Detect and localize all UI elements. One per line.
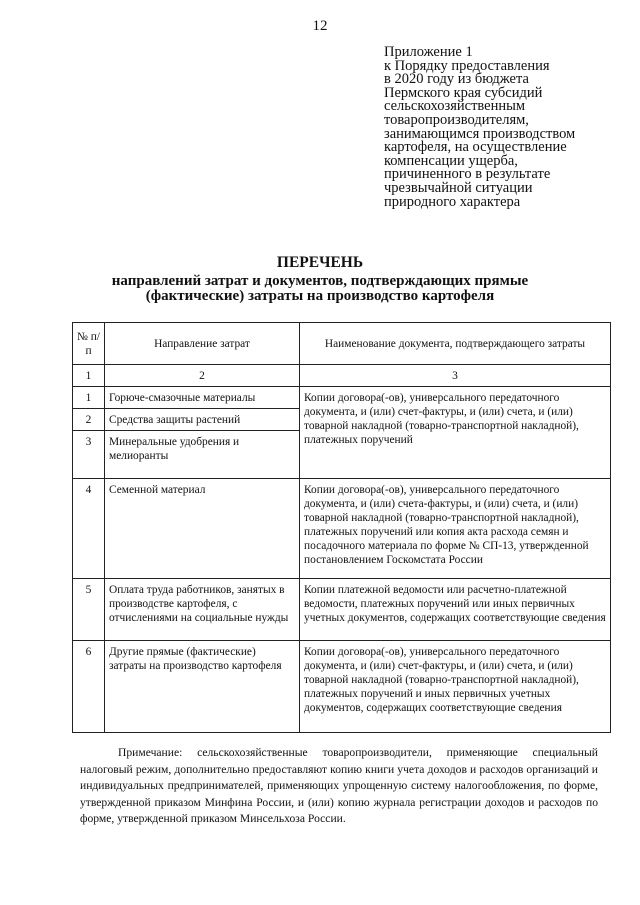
row-document: Копии договора(-ов), универсального передаточного документа, и (или) счет-фактуры, и (или) счета, и (или) товарной накладной (товарно-транспортной накладной), платежных поручений xyxy=(300,387,611,479)
subtitle-line-2: (фактические) затраты на производство картофеля xyxy=(145,288,495,304)
appendix-line: занимающимся производством xyxy=(384,125,576,142)
row-direction: Минеральные удобрения и мелиоранты xyxy=(105,431,300,479)
appendix-line: чрезвычайной ситуации xyxy=(384,179,533,196)
row-num: 4 xyxy=(73,479,105,579)
row-direction: Горюче-смазочные материалы xyxy=(105,387,300,409)
document-title: ПЕРЕЧЕНЬ xyxy=(276,254,364,271)
appendix-line: сельскохозяйственным xyxy=(384,98,526,115)
row-direction: Семенной материал xyxy=(105,479,300,579)
appendix-line: картофеля, на осуществление xyxy=(384,139,567,156)
header-num: № п/п xyxy=(73,323,105,365)
row-num: 5 xyxy=(73,579,105,641)
index-cell: 1 xyxy=(73,365,105,387)
appendix-line: причиненного в результате xyxy=(384,166,551,183)
row-direction: Средства защиты растений xyxy=(105,409,300,431)
row-document: Копии платежной ведомости или расчетно-платежной ведомости, платежных поручений или иных первичных учетных документов, содержащих соответствующие сведения xyxy=(300,579,611,641)
row-direction: Оплата труда работников, занятых в производстве картофеля, с отчислениями на социальные нужды xyxy=(105,579,300,641)
expenses-table xyxy=(72,322,611,733)
index-cell: 2 xyxy=(105,365,300,387)
appendix-line: в 2020 году из бюджета xyxy=(384,71,529,88)
note-text: Примечание: сельскохозяйственные товаропроизводители, применяющие специальный налоговый режим, дополнительно предоставляют копию книги учета доходов и расходов организаций и индивидуальных предпринимателей, применяющих упрощенную систему налогообложения, по форме, утвержденной приказом Минфина России, и (или) копию журнала регистрации доходов и расходов по форме, утвержденной приказом Минсельхоза России. xyxy=(80,746,598,826)
table-row xyxy=(73,479,611,579)
note-paragraph xyxy=(80,745,598,828)
appendix-line: компенсации ущерба, xyxy=(384,152,518,169)
page-number: 12 xyxy=(312,18,328,34)
table-row xyxy=(73,641,611,733)
row-document: Копии договора(-ов), универсального передаточного документа, и (или) счет-фактуры, и (или) счета, и (или) товарной накладной (товарно-транспортной накладной), платежных поручений и иных первичных учетных документов, содержащих соответствующие сведения xyxy=(300,641,611,733)
subtitle-line-1: направлений затрат и документов, подтверждающих прямые xyxy=(111,273,529,289)
appendix-line: природного характера xyxy=(384,193,521,210)
appendix-line: к Порядку предоставления xyxy=(384,57,550,74)
appendix-line: Пермского края субсидий xyxy=(384,84,543,101)
row-num: 2 xyxy=(73,409,105,431)
row-direction: Другие прямые (фактические) затраты на производство картофеля xyxy=(105,641,300,733)
document-subtitle xyxy=(0,274,640,304)
table-header-row xyxy=(73,323,611,365)
header-document: Наименование документа, подтверждающего затраты xyxy=(300,323,611,365)
row-num: 6 xyxy=(73,641,105,733)
table-row xyxy=(73,579,611,641)
header-direction: Направление затрат xyxy=(105,323,300,365)
row-document: Копии договора(-ов), универсального передаточного документа, и (или) счета-фактуры, и (или) счета, и (или) товарной накладной (товарно-транспортной накладной), платежных поручений или копия акта расхода семян и посадочного материала по форме № СП-13, утвержденной постановлением Госкомстата России xyxy=(300,479,611,579)
table-index-row xyxy=(73,365,611,387)
row-num: 1 xyxy=(73,387,105,409)
row-num: 3 xyxy=(73,431,105,479)
table-row xyxy=(73,387,611,409)
appendix-block xyxy=(384,46,624,209)
appendix-line: Приложение 1 xyxy=(384,44,473,60)
index-cell: 3 xyxy=(300,365,611,387)
appendix-line: товаропроизводителям, xyxy=(384,111,529,128)
